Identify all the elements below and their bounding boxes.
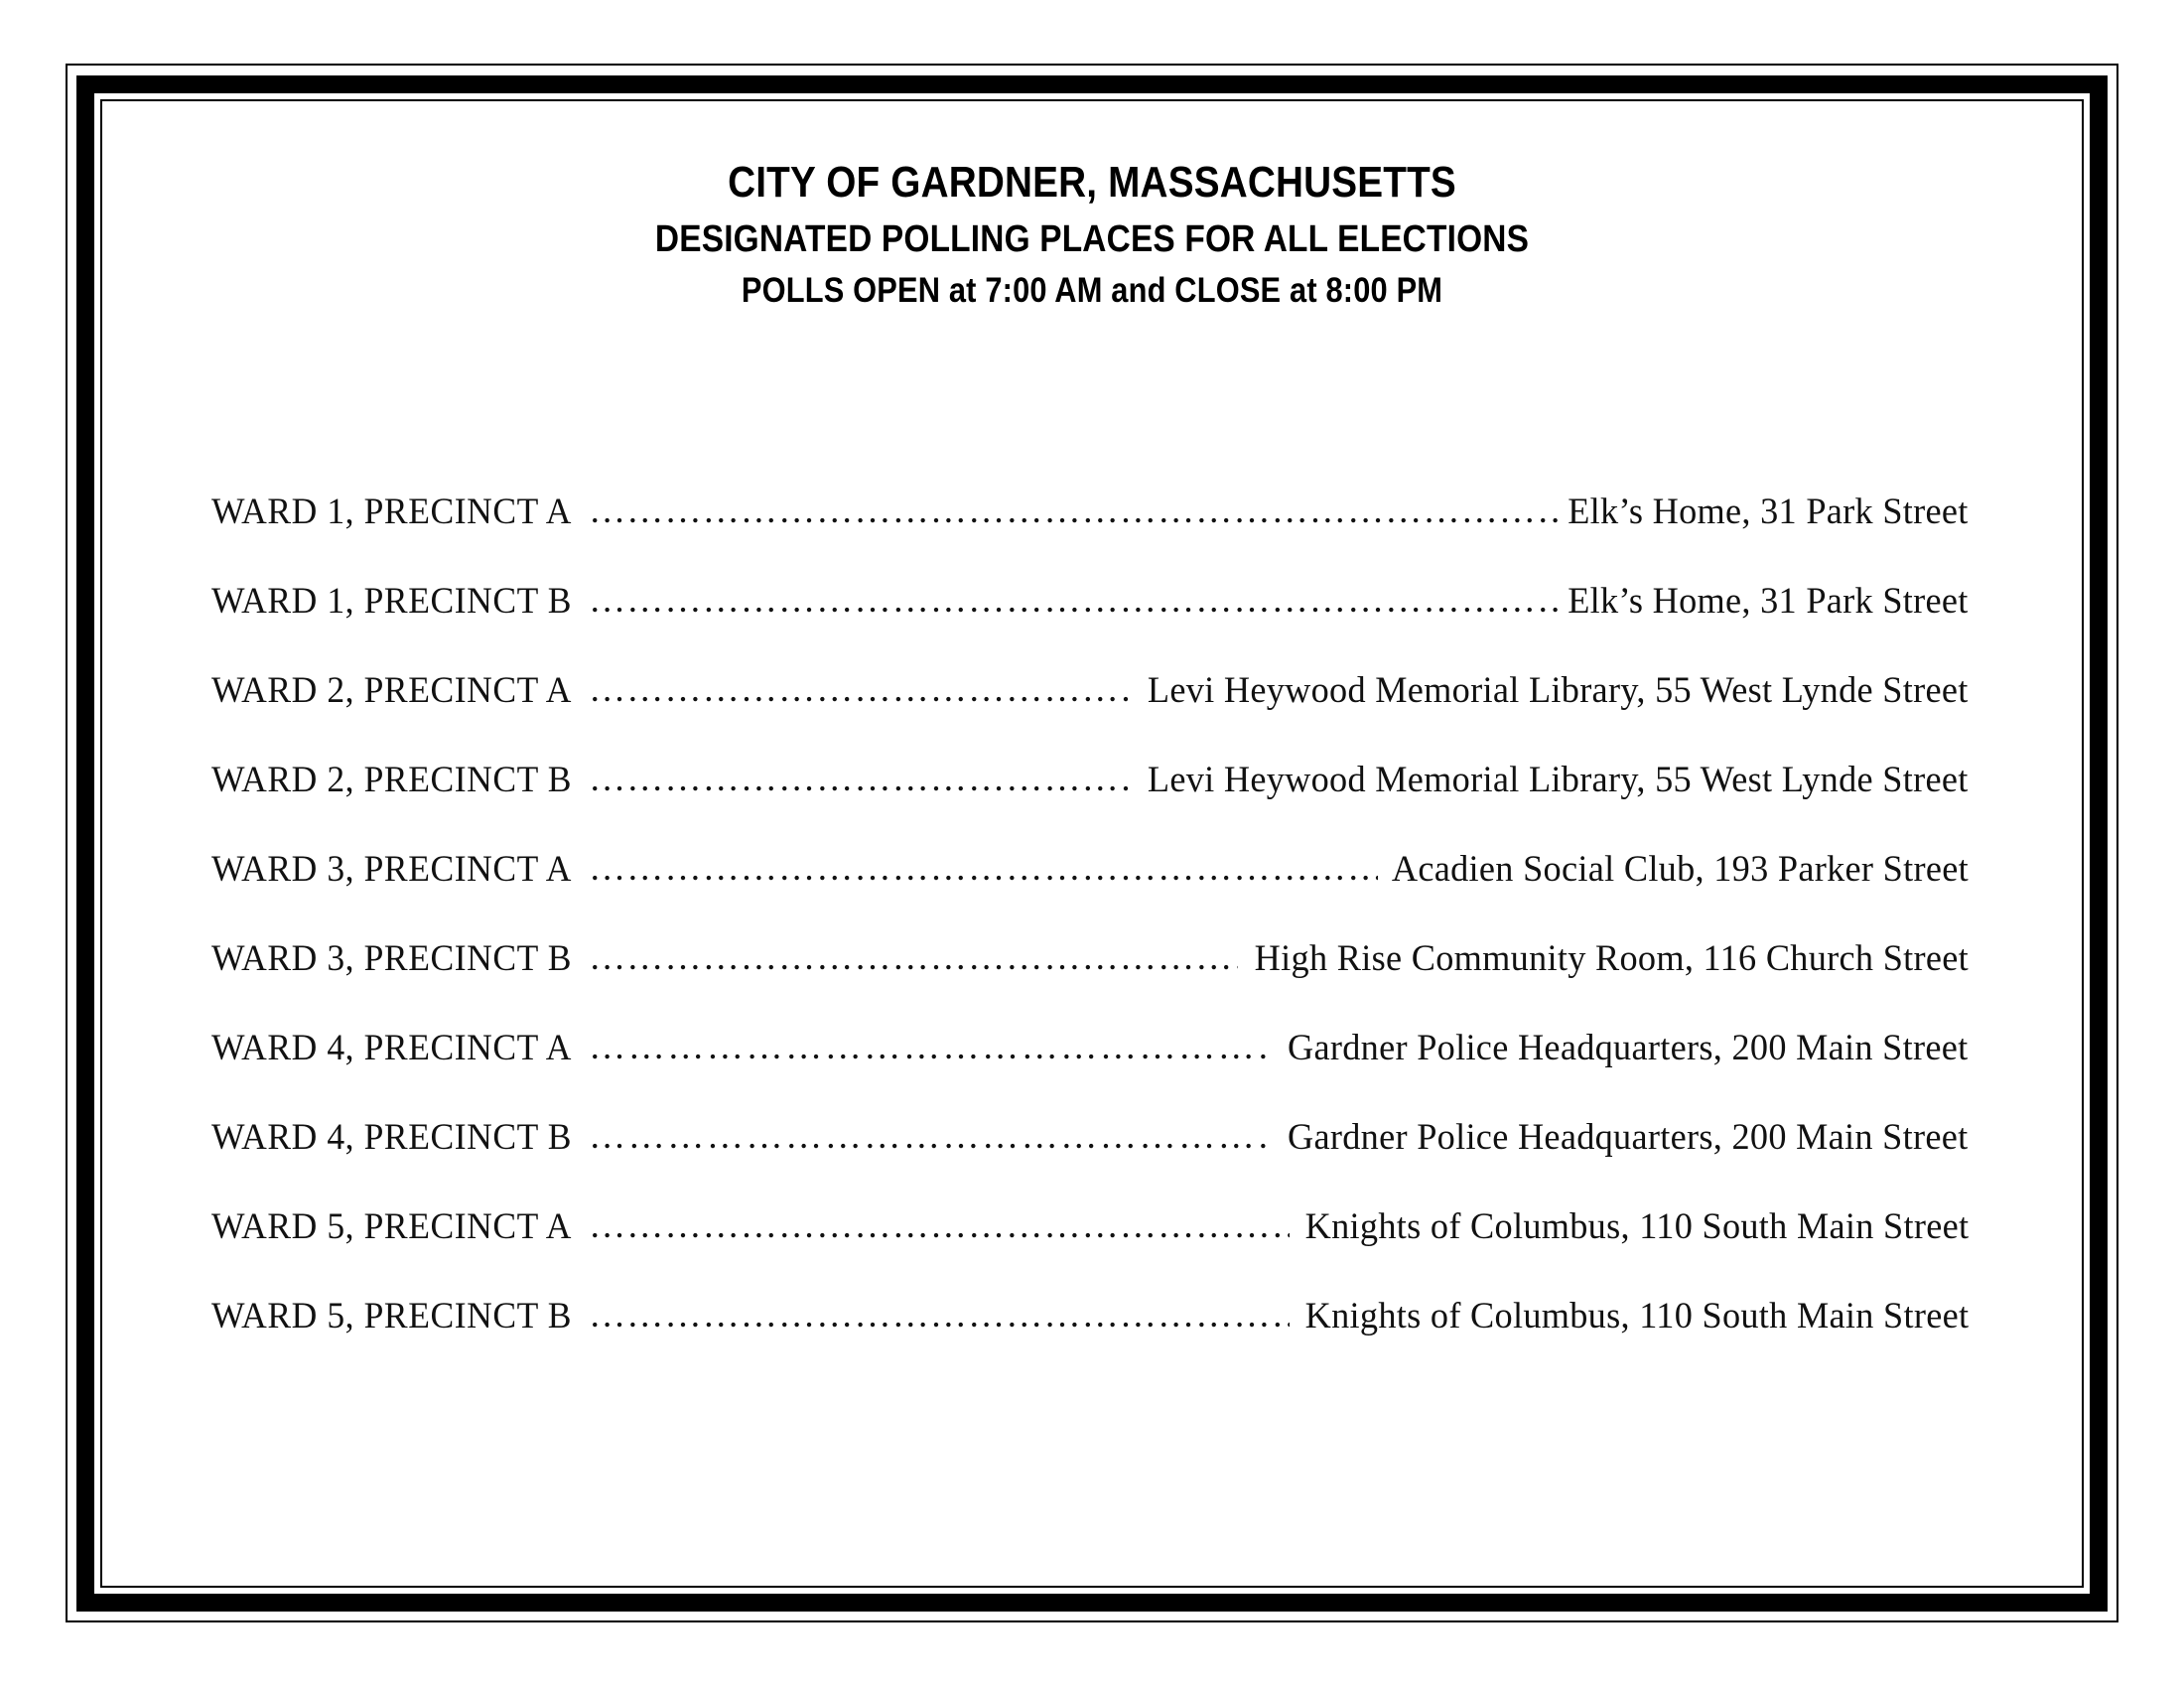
polling-place-row xyxy=(211,491,1969,580)
ward-precinct-label: WARD 3, PRECINCT B xyxy=(211,938,572,979)
ward-precinct-label: WARD 3, PRECINCT A xyxy=(211,849,572,890)
polling-places-list xyxy=(211,491,1969,1384)
ward-precinct-label: WARD 5, PRECINCT A xyxy=(211,1206,572,1247)
dot-leader xyxy=(589,1027,1272,1070)
dot-leader xyxy=(589,1295,1290,1338)
ward-precinct-label: WARD 2, PRECINCT B xyxy=(211,760,572,800)
dot-leader xyxy=(589,1205,1290,1249)
polling-location: Knights of Columbus, 110 South Main Street xyxy=(1304,1296,1969,1336)
polling-place-row xyxy=(211,1027,1969,1116)
dot-leader xyxy=(589,1116,1272,1160)
polling-place-row xyxy=(211,669,1969,759)
dot-leader xyxy=(589,759,1129,802)
heading-block xyxy=(102,153,2082,316)
polling-location: Elk’s Home, 31 Park Street xyxy=(1568,581,1969,622)
polling-location: Acadien Social Club, 193 Parker Street xyxy=(1391,849,1969,890)
polling-location: High Rise Community Room, 116 Church Street xyxy=(1254,938,1969,979)
polling-place-row xyxy=(211,1116,1969,1205)
polling-location: Levi Heywood Memorial Library, 55 West Lynde Street xyxy=(1148,670,1969,711)
polling-place-row xyxy=(211,937,1969,1027)
ward-precinct-label: WARD 2, PRECINCT A xyxy=(211,670,572,711)
page-subtitle: DESIGNATED POLLING PLACES FOR ALL ELECTIONS xyxy=(654,218,1530,260)
dot-leader xyxy=(589,937,1238,981)
ward-precinct-label: WARD 1, PRECINCT B xyxy=(211,581,572,622)
dot-leader xyxy=(589,669,1129,713)
polling-place-row xyxy=(211,1205,1969,1295)
ward-precinct-label: WARD 1, PRECINCT A xyxy=(211,492,572,532)
polling-place-row xyxy=(211,1295,1969,1384)
polling-location: Gardner Police Headquarters, 200 Main Street xyxy=(1288,1028,1969,1068)
polling-location: Elk’s Home, 31 Park Street xyxy=(1568,492,1969,532)
ward-precinct-label: WARD 5, PRECINCT B xyxy=(211,1296,572,1336)
polling-location: Knights of Columbus, 110 South Main Street xyxy=(1304,1206,1969,1247)
dot-leader xyxy=(589,491,1558,534)
polling-place-row xyxy=(211,759,1969,848)
dot-leader xyxy=(589,580,1558,624)
polling-place-row xyxy=(211,580,1969,669)
polling-hours-line: POLLS OPEN at 7:00 AM and CLOSE at 8:00 PM xyxy=(741,271,1443,310)
ward-precinct-label: WARD 4, PRECINCT B xyxy=(211,1117,572,1158)
ward-precinct-label: WARD 4, PRECINCT A xyxy=(211,1028,572,1068)
polling-location: Gardner Police Headquarters, 200 Main Street xyxy=(1288,1117,1969,1158)
polling-location: Levi Heywood Memorial Library, 55 West Lynde Street xyxy=(1148,760,1969,800)
polling-place-row xyxy=(211,848,1969,937)
page-title: CITY OF GARDNER, MASSACHUSETTS xyxy=(728,158,1456,207)
dot-leader xyxy=(589,848,1378,892)
notice-content-area xyxy=(102,101,2082,1586)
